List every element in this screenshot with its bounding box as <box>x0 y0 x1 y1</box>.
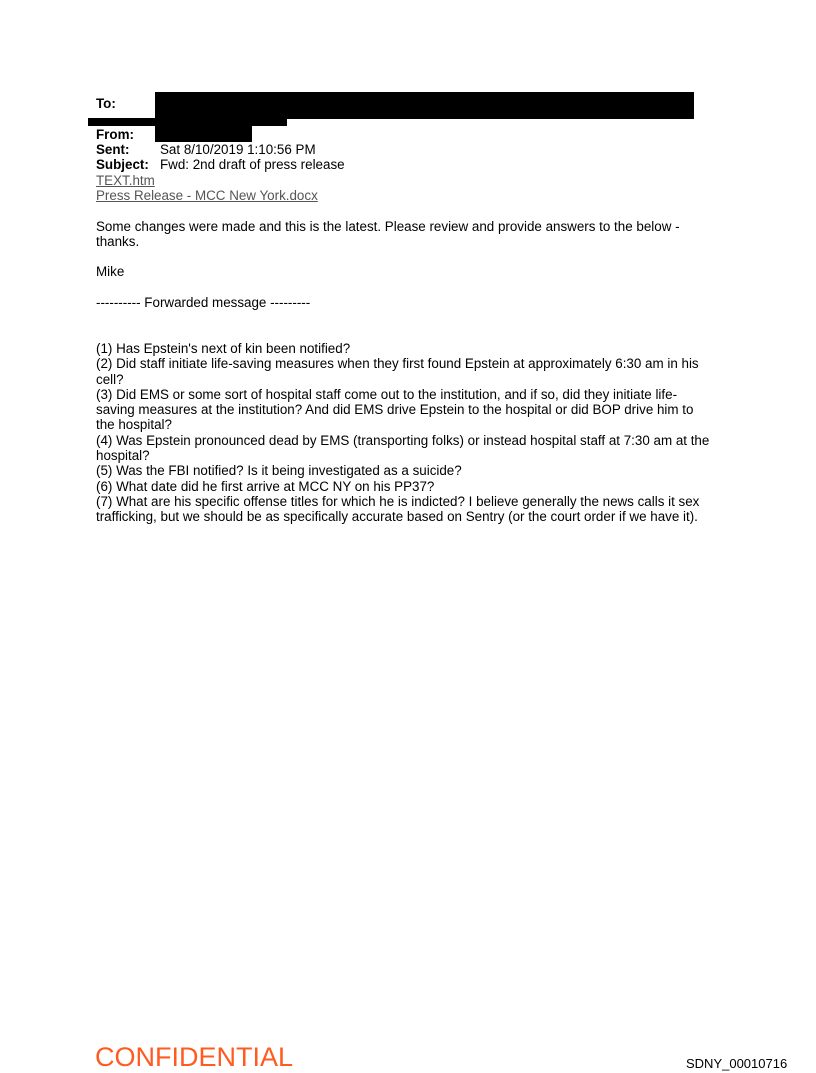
bates-number: SDNY_00010716 <box>686 1056 788 1071</box>
question-7-line-1: (7) What are his specific offense titles for which he is indicted? I believe generally the news calls it sex <box>96 493 700 509</box>
subject-row <box>96 157 345 172</box>
question-3-line-3: the hospital? <box>96 417 172 433</box>
forwarded-separator: ---------- Forwarded message --------- <box>96 295 311 310</box>
sent-row <box>96 142 316 157</box>
question-5-line-1: (5) Was the FBI notified? Is it being investigated as a suicide? <box>96 463 462 479</box>
redaction-from <box>155 126 252 142</box>
question-7-line-2: trafficking, but we should be as specifically accurate based on Sentry (or the court order if we have it). <box>96 509 698 525</box>
confidential-stamp: CONFIDENTIAL <box>95 1042 294 1072</box>
question-4-line-1: (4) Was Epstein pronounced dead by EMS (transporting folks) or instead hospital staff at 7:30 am at the <box>96 432 710 448</box>
question-1-line-1: (1) Has Epstein's next of kin been notified? <box>96 341 351 356</box>
subject-label: Subject: <box>96 157 149 172</box>
question-2-line-2: cell? <box>96 371 124 387</box>
question-3-line-1: (3) Did EMS or some sort of hospital staff come out to the institution, and if so, did they initiate life- <box>96 386 678 402</box>
sent-label: Sent: <box>96 142 130 157</box>
question-6-line-1: (6) What date did he first arrive at MCC NY on his PP37? <box>96 478 435 494</box>
from-row <box>96 127 160 142</box>
redaction-to <box>155 92 694 119</box>
redaction-to-overflow <box>88 118 287 126</box>
from-label: From: <box>96 127 134 142</box>
intro-line-1: Some changes were made and this is the latest. Please review and provide answers to the below - <box>96 219 680 234</box>
intro-line-2: thanks. <box>96 234 140 249</box>
signature: Mike <box>96 264 125 279</box>
attachment-press-release[interactable]: Press Release - MCC New York.docx <box>96 188 318 203</box>
to-row <box>96 96 160 111</box>
questions-list <box>96 341 736 525</box>
question-3-line-2: saving measures at the institution? And did EMS drive Epstein to the hospital or did BOP drive him to <box>96 402 694 418</box>
attachment-text-htm[interactable]: TEXT.htm <box>96 173 155 188</box>
to-label: To: <box>96 96 116 111</box>
question-4-line-2: hospital? <box>96 448 150 464</box>
question-2-line-1: (2) Did staff initiate life-saving measures when they first found Epstein at approximately 6:30 am in his <box>96 356 699 372</box>
subject-value: Fwd: 2nd draft of press release <box>160 157 345 172</box>
sent-value: Sat 8/10/2019 1:10:56 PM <box>160 142 316 157</box>
